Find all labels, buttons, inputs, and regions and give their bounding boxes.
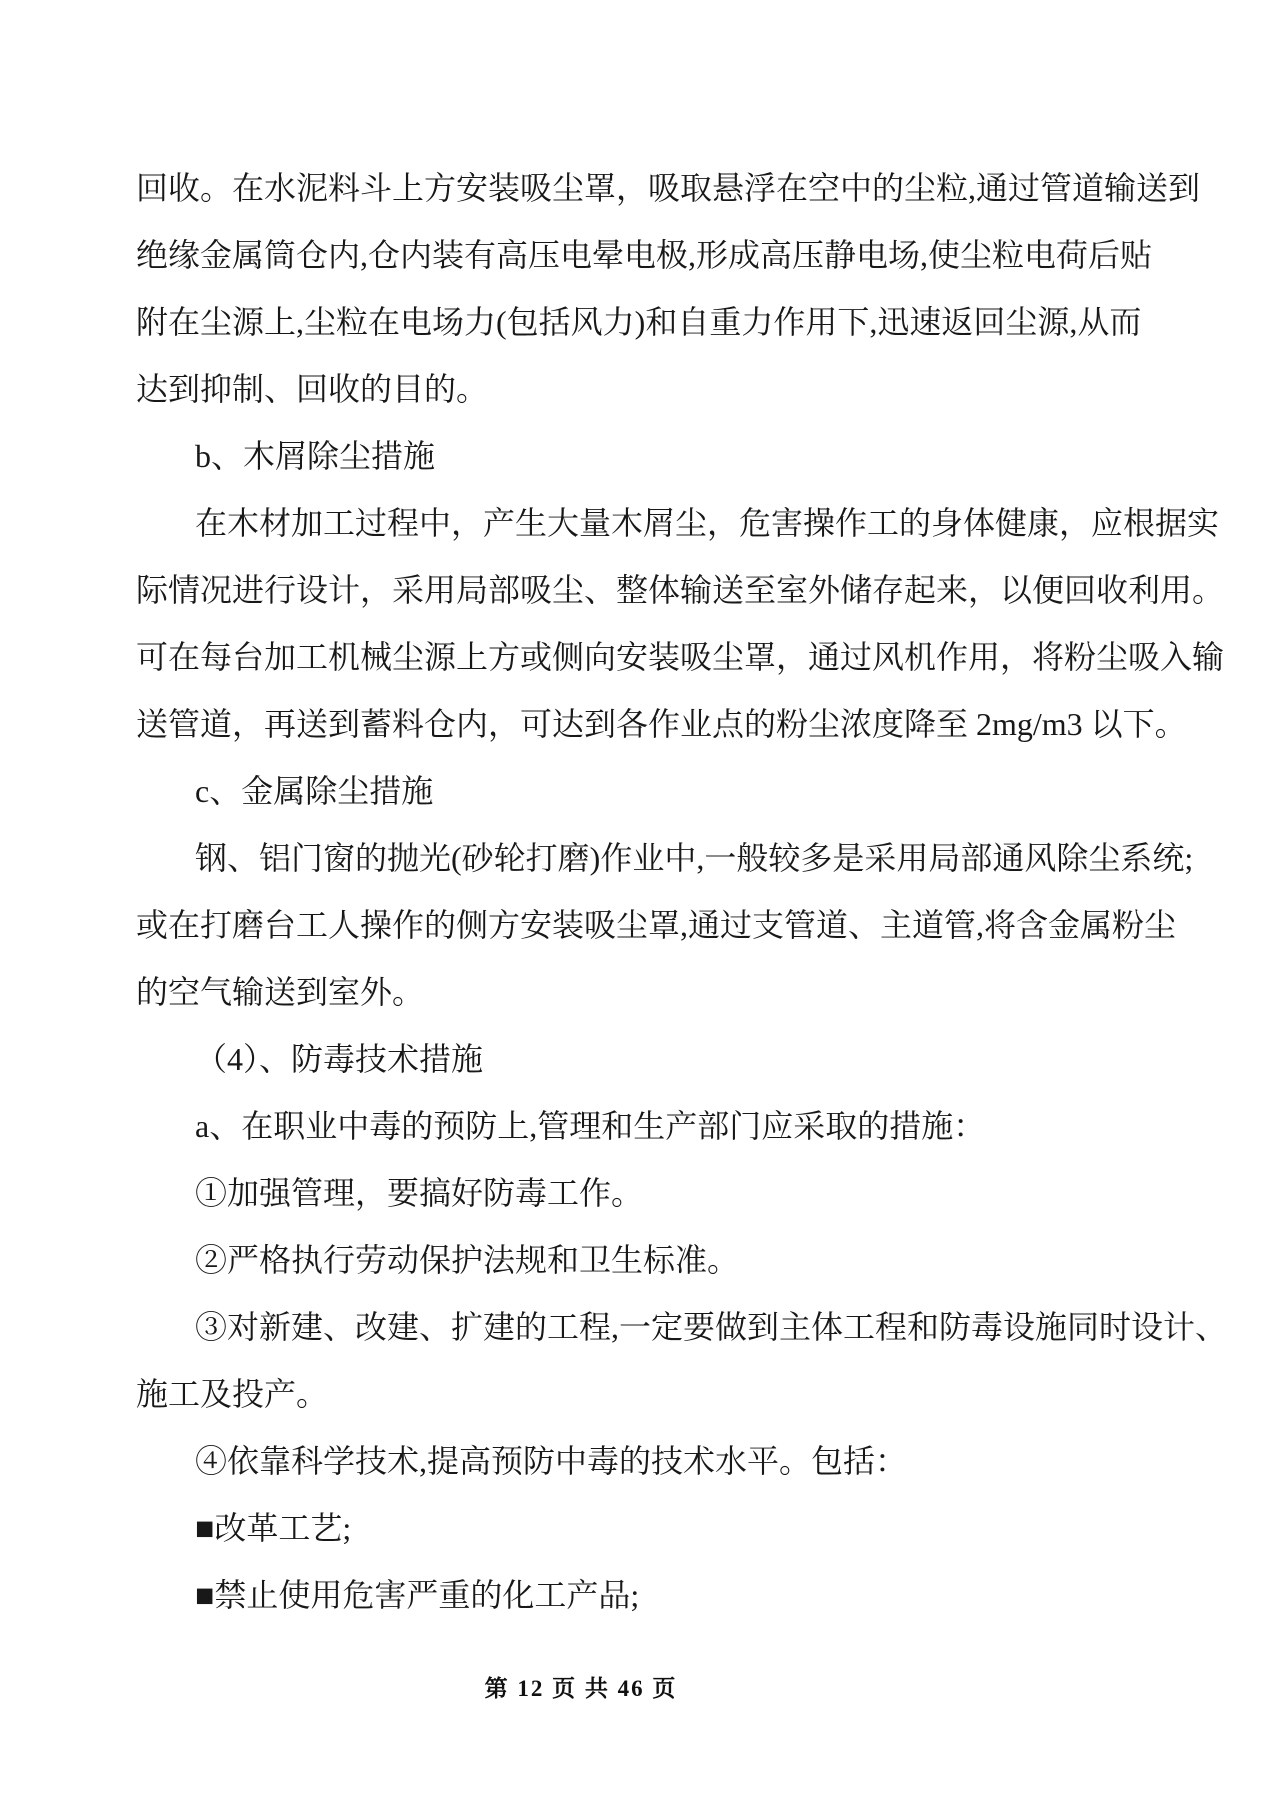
text-line: a、在职业中毒的预防上,管理和生产部门应采取的措施： xyxy=(195,1108,986,1144)
text-line-item-4: ④依靠科学技术,提高预防中毒的技术水平。包括： xyxy=(195,1443,908,1479)
text-line: 际情况进行设计，采用局部吸尘、整体输送至室外储存起来，以便回收利用。 xyxy=(136,572,1225,608)
page-footer xyxy=(0,1674,1280,1704)
text-line: 回收。在水泥料斗上方安装吸尘罩，吸取悬浮在空中的尘粒,通过管道输送到 xyxy=(136,170,1201,206)
text-line-item-2: ②严格执行劳动保护法规和卫生标准。 xyxy=(195,1242,740,1278)
page-number-text: 第 12 页 共 46 页 xyxy=(484,1676,678,1701)
document-body xyxy=(136,155,1228,1629)
text-line-bullet: ■禁止使用危害严重的化工产品; xyxy=(195,1577,640,1613)
text-line: 达到抑制、回收的目的。 xyxy=(136,371,489,407)
text-line-heading-4: （4）、防毒技术措施 xyxy=(195,1041,484,1077)
text-line-item-3: ③对新建、改建、扩建的工程,一定要做到主体工程和防毒设施同时设计、 xyxy=(195,1309,1228,1345)
text-line-bullet: ■改革工艺; xyxy=(195,1510,352,1546)
text-line: 或在打磨台工人操作的侧方安装吸尘罩,通过支管道、主道管,将含金属粉尘 xyxy=(136,907,1177,943)
text-line: 施工及投产。 xyxy=(136,1376,329,1412)
text-line: 的空气输送到室外。 xyxy=(136,974,425,1010)
text-line: 可在每台加工机械尘源上方或侧向安装吸尘罩，通过风机作用，将粉尘吸入输 xyxy=(136,639,1225,675)
text-line-item-1: ①加强管理，要搞好防毒工作。 xyxy=(195,1175,644,1211)
text-line-heading-b: b、木屑除尘措施 xyxy=(195,438,436,474)
text-line: 在木材加工过程中，产生大量木屑尘，危害操作工的身体健康，应根据实 xyxy=(195,505,1220,541)
text-line: 送管道，再送到蓄料仓内，可达到各作业点的粉尘浓度降至 2mg/m3 以下。 xyxy=(136,706,1187,742)
text-line: 钢、铝门窗的抛光(砂轮打磨)作业中,一般较多是采用局部通风除尘系统; xyxy=(195,840,1194,876)
text-line: 附在尘源上,尘粒在电场力(包括风力)和自重力作用下,迅速返回尘源,从而 xyxy=(136,304,1142,340)
text-line: 绝缘金属筒仓内,仓内装有高压电晕电极,形成高压静电场,使尘粒电荷后贴 xyxy=(136,237,1153,273)
text-line-heading-c: c、金属除尘措施 xyxy=(195,773,434,809)
